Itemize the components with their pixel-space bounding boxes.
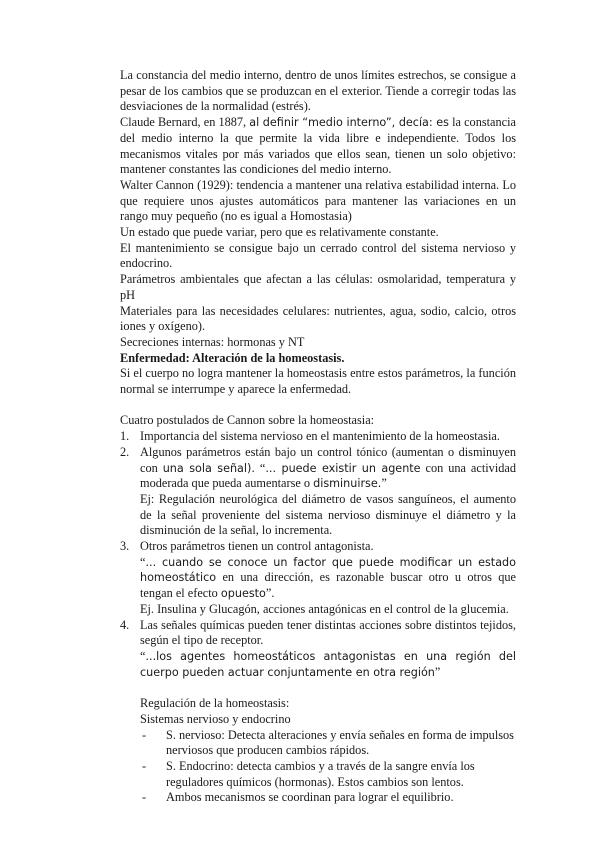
regulation-subtitle: Sistemas nervioso y endocrino <box>140 711 291 726</box>
dash-bullet: - <box>142 727 147 742</box>
postulate-text: Otros parámetros tienen un control antagonista. <box>140 539 374 554</box>
regulation-item <box>120 759 516 790</box>
regulation-item <box>120 790 516 806</box>
postulate-3-quote <box>120 555 516 602</box>
disease-paragraph: Si el cuerpo no logra mantener la homeostasis entre estos parámetros, la función normal se interrumpe y aparece la enfermedad. <box>120 366 516 397</box>
postulate-1 <box>120 429 516 445</box>
postulate-text: con una actividad moderada que pueda aumentarse o <box>140 460 516 491</box>
postulate-4 <box>120 618 516 649</box>
bernard-paragraph <box>120 115 516 178</box>
postulate-text: en una dirección, es razonable buscar otro u otros que tengan el efecto <box>140 570 516 601</box>
postulate-quote: opuesto <box>220 587 266 601</box>
environment-params-paragraph: Parámetros ambientales que afectan a las células: osmolaridad, temperatura y pH <box>120 272 516 302</box>
regulation-item <box>120 728 516 759</box>
postulate-2 <box>120 445 516 492</box>
spacer <box>120 398 516 414</box>
postulate-quote: disminuirse. <box>313 477 382 491</box>
disease-heading: Enfermedad: Alteración de la homeostasis. <box>120 350 345 365</box>
bernard-text-a: Claude Bernard, en 1887, <box>120 115 250 130</box>
quote-mark: ” <box>434 664 441 679</box>
spacer <box>120 680 516 696</box>
bernard-quote: al definir “medio interno”, decía: es <box>249 116 449 130</box>
postulate-text: ” <box>381 476 387 491</box>
postulate-quote: ... cuando se conoce un factor que puede modificar un estado homeostático <box>140 555 516 585</box>
postulate-quote: una sola señal). <box>162 461 255 475</box>
postulate-quote: ...los agentes homeostáticos antagonistas en una región del cuerpo pueden actuar conjuntamente en otra región <box>140 650 516 679</box>
postulate-text: Las señales químicas pueden tener distintas acciones sobre distintos tejidos, según el tipo de receptor. <box>140 617 516 648</box>
dash-bullet: - <box>142 790 147 805</box>
regulation-item-text: S. nervioso: Detecta alteraciones y envía señales en forma de impulsos nerviosos que producen cambios rápidos. <box>166 727 514 758</box>
postulates-title: Cuatro postulados de Cannon sobre la homeostasia: <box>120 413 375 428</box>
postulate-text: “ <box>254 460 266 475</box>
postulate-3 <box>120 539 516 555</box>
postulate-quote: ... puede existir un agente <box>265 461 421 475</box>
postulate-number: 2. <box>120 444 130 459</box>
variable-state-paragraph: Un estado que puede variar, pero que es relativamente constante. <box>120 225 439 240</box>
quote-mark: ”. <box>265 586 275 601</box>
postulate-number: 4. <box>120 617 130 632</box>
dash-bullet: - <box>142 758 147 773</box>
materials-paragraph: Materiales para las necesidades celulares: nutrientes, agua, sodio, calcio, otros iones y oxígeno). <box>120 303 516 334</box>
quote-mark: “ <box>140 649 146 663</box>
postulate-4-quote <box>120 649 516 680</box>
postulate-text: Importancia del sistema nervioso en el mantenimiento de la homeostasia. <box>140 429 500 444</box>
cannon-paragraph: Walter Cannon (1929): tendencia a mantener una relativa estabilidad interna. Lo que requiere unos ajustes automáticos para mantener las variaciones en un rango muy pequeño (no es igual a Homostasia) <box>120 177 516 224</box>
postulate-2-example: Ej: Regulación neurológica del diámetro de vasos sanguíneos, el aumento de la señal proveniente del sistema nervioso disminuye el diámetro y la disminución de la señal, lo incrementa. <box>140 491 516 538</box>
regulation-item-text: Ambos mecanismos se coordinan para lograr el equilibrio. <box>166 790 454 805</box>
quote-mark: “ <box>140 554 146 569</box>
postulate-number: 3. <box>120 539 130 554</box>
document-body <box>120 68 516 806</box>
regulation-item-text: S. Endocrino: detecta cambios y a través de la sangre envía los reguladores químicos (hormonas). Estos cambios son lentos. <box>166 758 475 789</box>
intro-paragraph: La constancia del medio interno, dentro de unos límites estrechos, se consigue a pesar de los cambios que se produzcan en el exterior. Tiende a corregir todas las desviaciones de la normalidad (estrés). <box>120 68 516 114</box>
postulate-3-example: Ej. Insulina y Glucagón, acciones antagónicas en el control de la glucemia. <box>140 601 509 616</box>
postulate-text: Algunos parámetros están bajo un control tónico (aumentan o disminuyen con <box>140 444 516 475</box>
maintenance-paragraph: El mantenimiento se consigue bajo un cerrado control del sistema nervioso y endocrino. <box>120 240 516 271</box>
bernard-text-c: la constancia del medio interno la que permite la vida libre e independiente. Todos los mecanismos vitales por más variados que ellos sean, tienen un solo objetivo: mantener constantes las condiciones del medio interno. <box>120 115 516 177</box>
postulate-number: 1. <box>120 429 130 444</box>
secretions-paragraph: Secreciones internas: hormonas y NT <box>120 334 305 349</box>
regulation-title: Regulación de la homeostasis: <box>140 696 290 711</box>
